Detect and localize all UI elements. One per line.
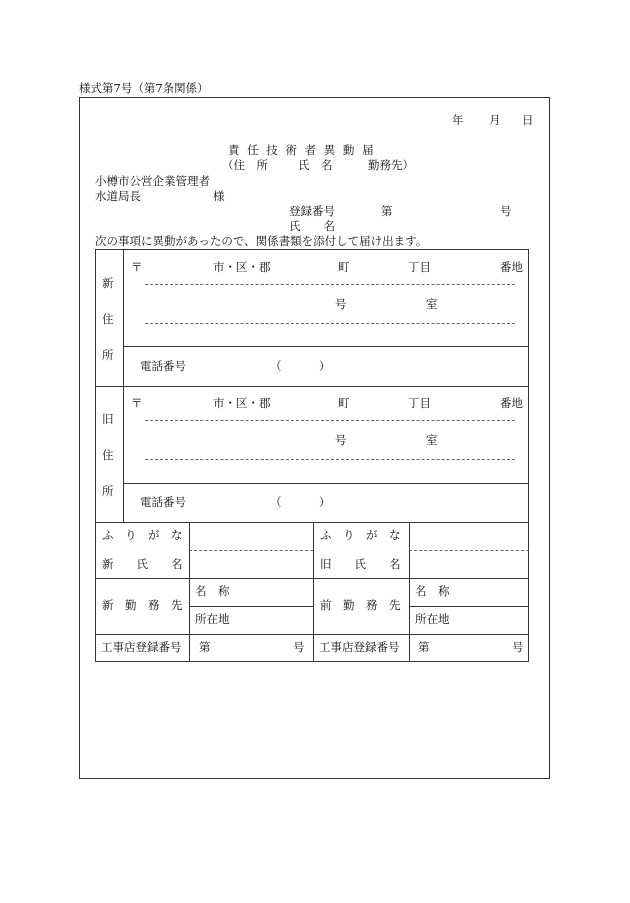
date-month-label: 月 <box>489 113 501 127</box>
intro-text: 次の事項に異動があったので、関係書類を添付して届け出ます。 <box>95 234 428 248</box>
prev-work-inner-divider <box>409 606 529 607</box>
old-banchi-label: 番地 <box>500 396 523 410</box>
new-banchi-label: 番地 <box>500 260 523 274</box>
new-room-label: 室 <box>426 297 438 311</box>
addressee-line2: 水道局長 <box>95 189 141 203</box>
old-name-furigana-dash <box>409 550 529 551</box>
center-column-line <box>313 522 314 662</box>
old-phone-paren-open: （ <box>270 495 282 509</box>
registration-label: 登録番号 <box>289 204 335 218</box>
subtitle-name: 氏 名 <box>298 158 333 172</box>
right-label-column-line <box>409 522 410 662</box>
prev-work-name-label: 名 称 <box>415 584 450 598</box>
new-work-label: 新 勤 務 先 <box>102 598 183 612</box>
new-phone-label: 電話番号 <box>140 359 186 373</box>
old-chome-label: 丁目 <box>408 396 431 410</box>
new-contractor-go: 号 <box>293 640 305 654</box>
new-phone-divider <box>123 346 529 347</box>
new-work-location-label: 所在地 <box>195 612 230 626</box>
registration-dai: 第 <box>381 204 393 218</box>
old-postal-mark: 〒 <box>131 396 143 410</box>
old-address-label-2: 住 <box>102 448 114 462</box>
new-name-label: 新 氏 名 <box>102 557 183 571</box>
section-divider-3 <box>95 578 529 579</box>
new-phone-paren-close: ） <box>319 359 331 373</box>
old-address-label-1: 旧 <box>102 412 114 426</box>
new-work-inner-divider <box>189 606 313 607</box>
subtitle-address: （住 所 <box>222 158 268 172</box>
old-address-dash-2 <box>145 459 515 460</box>
old-town-label: 町 <box>338 396 350 410</box>
new-address-dash-2 <box>145 323 515 324</box>
form-number: 様式第7号（第7条関係） <box>79 81 209 95</box>
new-work-name-label: 名 称 <box>195 584 230 598</box>
new-address-label-2: 住 <box>102 312 114 326</box>
old-address-dash-1 <box>145 420 515 421</box>
new-address-dash-1 <box>145 284 515 285</box>
addressee-line1: 小樽市公営企業管理者 <box>95 174 210 188</box>
new-postal-mark: 〒 <box>131 260 143 274</box>
new-go-label: 号 <box>335 297 347 311</box>
old-name-label: 旧 氏 名 <box>320 557 401 571</box>
new-chome-label: 丁目 <box>408 260 431 274</box>
new-furigana-label: ふ り が な <box>102 528 183 542</box>
new-address-label-1: 新 <box>102 276 114 290</box>
subtitle-work: 勤務先） <box>368 158 414 172</box>
new-address-label-3: 所 <box>102 348 114 362</box>
new-phone-paren-open: （ <box>270 359 282 373</box>
old-city-label: 市・区・郡 <box>213 396 271 410</box>
left-label-column-line <box>189 522 190 662</box>
document-title: 責 任 技 術 者 異 動 届 <box>228 143 376 157</box>
date-day-label: 日 <box>522 113 534 127</box>
old-phone-paren-close: ） <box>319 495 331 509</box>
section-divider-1 <box>95 386 529 387</box>
address-label-column-line <box>123 249 124 522</box>
section-divider-4 <box>95 634 529 635</box>
old-phone-label: 電話番号 <box>140 495 186 509</box>
new-name-furigana-dash <box>189 550 313 551</box>
old-go-label: 号 <box>335 433 347 447</box>
date-year-label: 年 <box>452 113 464 127</box>
prev-work-label: 前 勤 務 先 <box>320 598 401 612</box>
prev-work-location-label: 所在地 <box>415 612 450 626</box>
section-divider-2 <box>95 522 529 523</box>
old-contractor-reg-label: 工事店登録番号 <box>319 640 400 654</box>
old-room-label: 室 <box>426 433 438 447</box>
new-contractor-reg-label: 工事店登録番号 <box>101 640 182 654</box>
old-phone-divider <box>123 483 529 484</box>
old-contractor-go: 号 <box>512 640 524 654</box>
new-city-label: 市・区・郡 <box>213 260 271 274</box>
old-address-label-3: 所 <box>102 484 114 498</box>
new-town-label: 町 <box>338 260 350 274</box>
old-contractor-dai: 第 <box>418 640 430 654</box>
new-contractor-dai: 第 <box>199 640 211 654</box>
applicant-name-label: 氏 名 <box>289 219 335 233</box>
registration-go: 号 <box>500 204 512 218</box>
old-furigana-label: ふ り が な <box>320 528 401 542</box>
addressee-honorific: 様 <box>213 189 225 203</box>
